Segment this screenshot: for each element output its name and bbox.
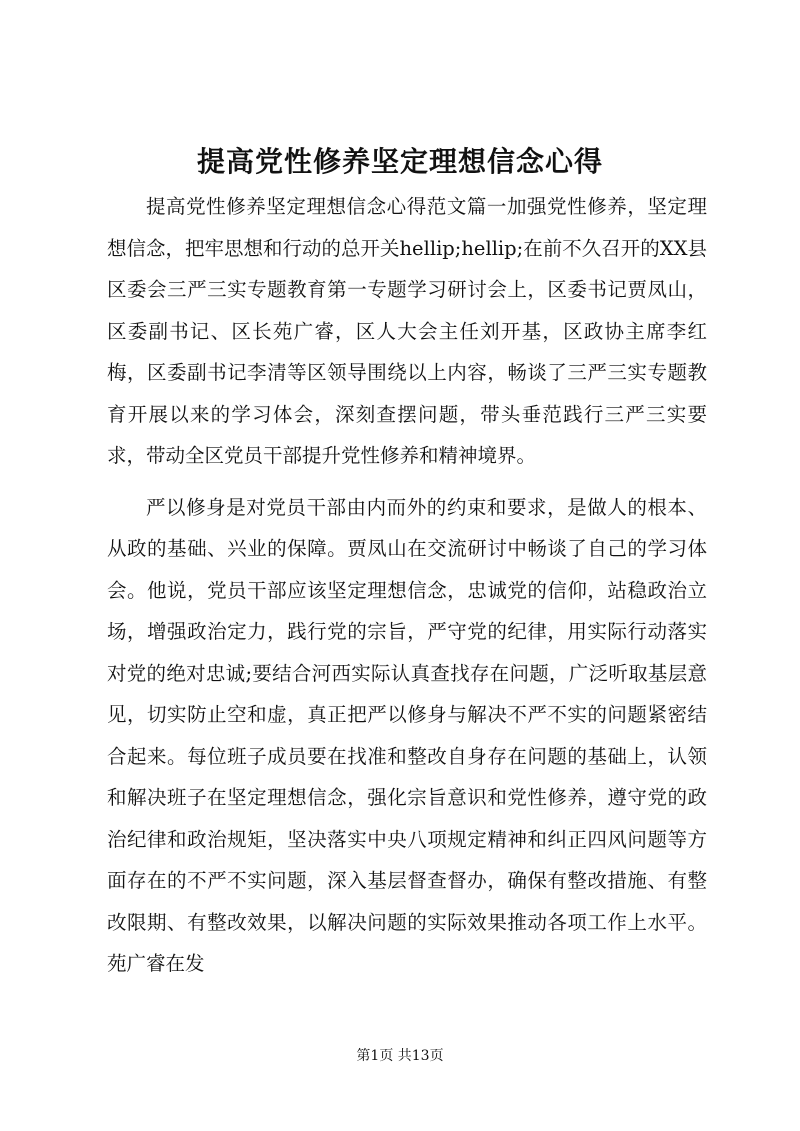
document-body xyxy=(107,186,707,985)
paragraph: 严以修身是对党员干部由内而外的约束和要求，是做人的根本、从政的基础、兴业的保障。贾凤山在交流研讨中畅谈了自己的学习体会。他说，党员干部应该坚定理想信念，忠诚党的信仰，站稳政治立场，增强政治定力，践行党的宗旨，严守党的纪律，用实际行动落实对党的绝对忠诚;要结合河西实际认真查找存在问题，广泛听取基层意见，切实防止空和虚，真正把严以修身与解决不严不实的问题紧密结合起来。每位班子成员要在找准和整改自身存在问题的基础上，认领和解决班子在坚定理想信念，强化宗旨意识和党性修养，遵守党的政治纪律和政治规矩，坚决落实中央八项规定精神和纠正四风问题等方面存在的不严不实问题，深入基层督查督办，确保有整改措施、有整改限期、有整改效果，以解决问题的实际效果推动各项工作上水平。苑广睿在发 xyxy=(107,495,707,975)
page-number-footer: 第1页 共13页 xyxy=(356,1048,444,1064)
paragraph: 提高党性修养坚定理想信念心得范文篇一加强党性修养，坚定理想信念，把牢思想和行动的总开关hellip;hellip;在前不久召开的XX县区委会三严三实专题教育第一专题学习研讨会上，区委书记贾凤山，区委副书记、区长苑广睿，区人大会主任刘开基，区政协主席李红梅，区委副书记李清等区领导围绕以上内容，畅谈了三严三实专题教育开展以来的学习体会，深刻查摆问题，带头垂范践行三严三实要求，带动全区党员干部提升党性修养和精神境界。 xyxy=(107,195,707,467)
document-title: 提高党性修养坚定理想信念心得 xyxy=(196,145,603,178)
